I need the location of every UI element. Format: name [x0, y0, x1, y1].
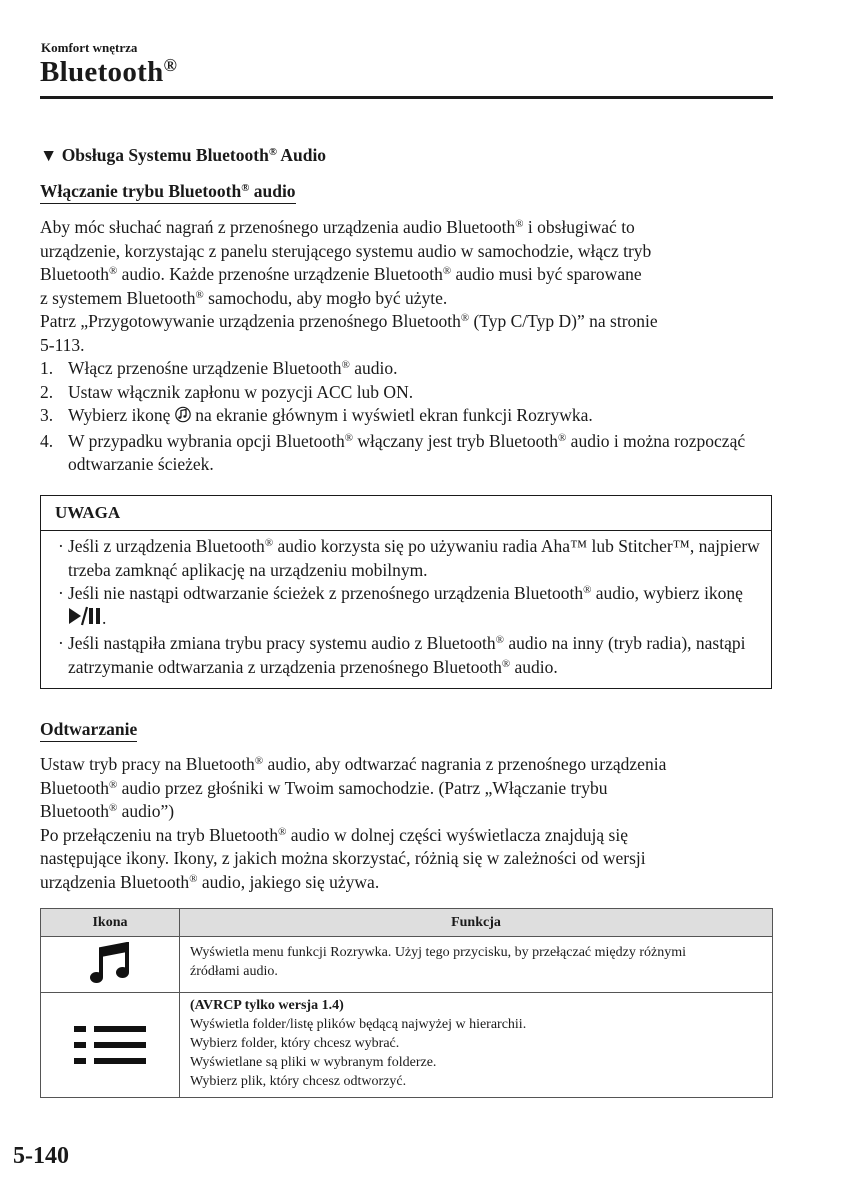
table-header: Funkcja [180, 909, 773, 937]
playback-line: Bluetooth® audio przez głośniki w Twoim samochodzie. (Patrz „Włączanie trybu [40, 777, 608, 798]
breadcrumb: Komfort wnętrza [41, 40, 138, 55]
note-body [41, 531, 771, 679]
enable-line: Patrz „Przygotowywanie urządzenia przenośnego Bluetooth® (Typ C/Typ D)” na stronie [40, 311, 658, 331]
playback-subheading-wrap [40, 718, 137, 740]
play-pause-icon [68, 606, 102, 633]
playback-line: Ustaw tryb pracy na Bluetooth® audio, aby odtwarzać nagrania z przenośnego urządzenia [40, 754, 667, 774]
music-note-icon [89, 942, 131, 991]
icon-function-table [40, 908, 773, 1098]
step-item: 4. W przypadku wybrania opcji Bluetooth® włączany jest tryb Bluetooth® audio i można rozpocząć odtwarzanie ścieżek. [40, 430, 746, 474]
enable-line: Aby móc słuchać nagrań z przenośnego urządzenia audio Bluetooth® i obsługiwać to [40, 217, 635, 237]
table-cell-icon [41, 937, 180, 993]
table-cell-function [180, 993, 773, 1098]
function-line: Wyświetla menu funkcji Rozrywka. Użyj tego przycisku, by przełączać między różnymi [190, 945, 686, 960]
music-note-icon [175, 406, 191, 430]
note-box [40, 495, 772, 689]
note-item: · Jeśli nastąpiła zmiana trybu pracy systemu audio z Bluetooth® audio na inny (tryb radia), nastąpi zatrzymanie odtwarzania z urządzenia przenośnego Bluetooth® audio. [58, 633, 746, 677]
playback-subheading: Odtwarzanie [40, 719, 137, 742]
function-line: Wybierz plik, który chcesz odtworzyć. [190, 1074, 407, 1089]
table-row [41, 937, 773, 993]
enable-line: Bluetooth® audio. Każde przenośne urządzenie Bluetooth® audio musi być sparowane [40, 264, 642, 284]
step-item: 3. Wybierz ikonę na ekranie głównym i wyświetl ekran funkcji Rozrywka. [40, 404, 780, 430]
list-icon [74, 1024, 146, 1071]
playback-line: Bluetooth® audio”) [40, 801, 175, 821]
playback-line: Po przełączeniu na tryb Bluetooth® audio w dolnej części wyświetlacza znajdują się [40, 824, 628, 845]
enable-line: z systemem Bluetooth® samochodu, aby mogło być użyte. [40, 287, 448, 308]
enable-paragraph [40, 216, 780, 477]
step-item: 2. Ustaw włącznik zapłonu w pozycji ACC lub ON. [40, 381, 414, 402]
note-label: UWAGA [41, 496, 771, 531]
function-line: Wybierz folder, który chcesz wybrać. [190, 1036, 400, 1051]
page-number: 5-140 [13, 1143, 69, 1169]
function-line: Wyświetlane są pliki w wybranym folderze. [190, 1055, 437, 1070]
function-line: Wyświetla folder/listę plików będącą najwyżej w hierarchii. [190, 1017, 527, 1032]
enable-subheading: Włączanie trybu Bluetooth® audio [40, 181, 296, 204]
title-rule [40, 96, 773, 99]
playback-paragraph [40, 753, 780, 894]
step-item: 1. Włącz przenośne urządzenie Bluetooth® audio. [40, 358, 398, 378]
table-cell-icon [41, 993, 180, 1098]
function-line: źródłami audio. [190, 964, 278, 979]
enable-subheading-wrap [40, 180, 296, 202]
table-cell-function [180, 937, 773, 993]
page-title: Bluetooth® [40, 55, 178, 88]
playback-line: urządzenia Bluetooth® audio, jakiego się używa. [40, 871, 380, 892]
playback-line: następujące ikony. Ikony, z jakich można skorzystać, różnią się w zależności od wersji [40, 848, 646, 868]
enable-line: urządzenie, korzystając z panelu sterującego systemu audio w samochodzie, włącz tryb [40, 240, 652, 261]
function-bold-line: (AVRCP tylko wersja 1.4) [190, 998, 344, 1013]
table-header: Ikona [41, 909, 180, 937]
steps-list [40, 357, 780, 477]
enable-line: 5-113. [40, 334, 85, 355]
note-item: · Jeśli nie nastąpi odtwarzanie ścieżek z przenośnego urządzenia Bluetooth® audio, wybierz ikonę . [58, 582, 761, 632]
note-item: · Jeśli z urządzenia Bluetooth® audio korzysta się po używaniu radia Aha™ lub Stitcher™, najpierw trzeba zamknąć aplikację na urządzeniu mobilnym. [58, 536, 760, 580]
section-heading: ▼ Obsługa Systemu Bluetooth® Audio [40, 145, 327, 165]
table-row [41, 993, 773, 1098]
table-header-row [41, 909, 773, 937]
